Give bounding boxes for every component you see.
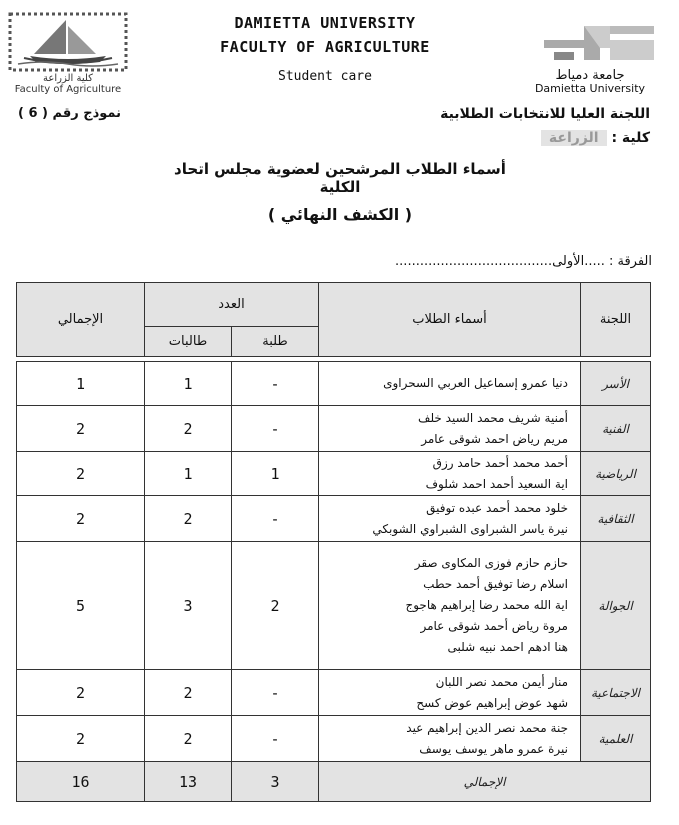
total-count-cell: 1 [17,362,145,406]
totals-label: الإجمالي [319,762,651,802]
header-count: العدد [145,283,319,327]
female-count-cell: 2 [145,496,232,542]
male-count-cell: - [232,406,319,452]
total-count-cell: 5 [17,542,145,670]
year-dots: ...................................... [395,254,553,269]
faculty-label: كلية : [611,130,650,146]
names-cell [319,542,581,670]
student-name: جنة محمد نصر الدين إبراهيم عيد [406,720,568,735]
faculty-value: الزراعة [541,130,607,146]
header-total: الإجمالي [17,283,145,357]
student-name: دنيا عمرو إسماعيل العربي السحراوى [383,376,568,390]
university-name-en: DAMIETTA UNIVERSITY [234,14,416,32]
year-line [395,254,652,269]
faculty-line [430,130,650,146]
totals-total: 16 [17,762,145,802]
table-row [17,670,651,716]
total-count-cell: 2 [17,406,145,452]
student-name: اية السعيد أحمد احمد شلوف [425,476,568,491]
student-name: حازم حازم فوزى المكاوى صقر [414,556,568,570]
committee-cell: الثقافية [581,496,651,542]
student-name: مروة رياض أحمد شوقى عامر [420,619,568,633]
university-logo-arabic: جامعة دمياط [555,68,625,83]
male-count-cell: - [232,670,319,716]
table-row [17,406,651,452]
student-name: أحمد محمد أحمد حامد رزق [432,455,568,470]
table-row [17,716,651,762]
male-count-cell: 1 [232,452,319,496]
totals-male: 3 [232,762,319,802]
committee-cell: العلمية [581,716,651,762]
student-name: اية الله محمد رضا إبراهيم هاجوج [405,598,568,612]
female-count-cell: 1 [145,452,232,496]
year-value: الأولى [552,254,585,269]
total-count-cell: 2 [17,452,145,496]
total-count-cell: 2 [17,716,145,762]
committee-cell: الجوالة [581,542,651,670]
header-female: طالبات [145,327,232,357]
student-name: نيرة عمرو ماهر يوسف يوسف [419,741,568,756]
names-cell [319,670,581,716]
total-count-cell: 2 [17,496,145,542]
table-row [17,362,651,406]
table-row [17,452,651,496]
table-body [17,357,651,802]
committee-title: اللجنة العليا للانتخابات الطلابية [440,106,650,122]
header-male: طلبة [232,327,319,357]
table-row [17,542,651,670]
names-cell [319,452,581,496]
student-name: أمنية شريف محمد السيد خلف [418,410,568,425]
committee-cell: الفنية [581,406,651,452]
student-name: خلود محمد أحمد عبده توفيق [426,500,568,515]
female-count-cell: 1 [145,362,232,406]
student-name: نيرة ياسر الشبراوى الشبراوي الشوبكي [372,521,568,536]
male-count-cell: - [232,496,319,542]
names-cell [319,406,581,452]
student-name: هنا ادهم احمد نبيه شلبى [447,640,568,654]
table-row [17,496,651,542]
female-count-cell: 2 [145,670,232,716]
female-count-cell: 2 [145,716,232,762]
student-name: منار أيمن محمد نصر اللبان [435,674,568,689]
page-title: أسماء الطلاب المرشحين لعضوية مجلس اتحاد الكلية [174,160,506,196]
committee-cell: الرياضية [581,452,651,496]
student-care-label: Student care [278,69,372,84]
year-label: الفرقة : ..... [584,254,652,269]
header-committee: اللجنة [581,283,651,357]
female-count-cell: 3 [145,542,232,670]
total-count-cell: 2 [17,670,145,716]
student-name: اسلام رضا توفيق أحمد حطب [423,577,568,591]
student-name: شهد عوض إبراهيم عوض كسح [416,695,568,710]
candidates-table [16,282,651,802]
totals-row [17,762,651,802]
names-cell [319,496,581,542]
page-subtitle: ( الكشف النهائي ) [267,205,413,224]
university-logo-english: Damietta University [534,82,646,95]
faculty-logo-arabic: كلية الزراعة [43,73,93,84]
male-count-cell: - [232,362,319,406]
male-count-cell: 2 [232,542,319,670]
names-cell [319,716,581,762]
faculty-name-en: FACULTY OF AGRICULTURE [220,38,430,56]
faculty-logo-english: Faculty of Agriculture [14,84,122,95]
names-cell [319,362,581,406]
female-count-cell: 2 [145,406,232,452]
form-number: نموذج رقم ( 6 ) [18,106,122,121]
committee-cell: الأسر [581,362,651,406]
header-names: أسماء الطلاب [319,283,581,357]
male-count-cell: - [232,716,319,762]
student-name: مريم رياض احمد شوقى عامر [421,431,568,446]
committee-cell: الاجتماعية [581,670,651,716]
totals-female: 13 [145,762,232,802]
